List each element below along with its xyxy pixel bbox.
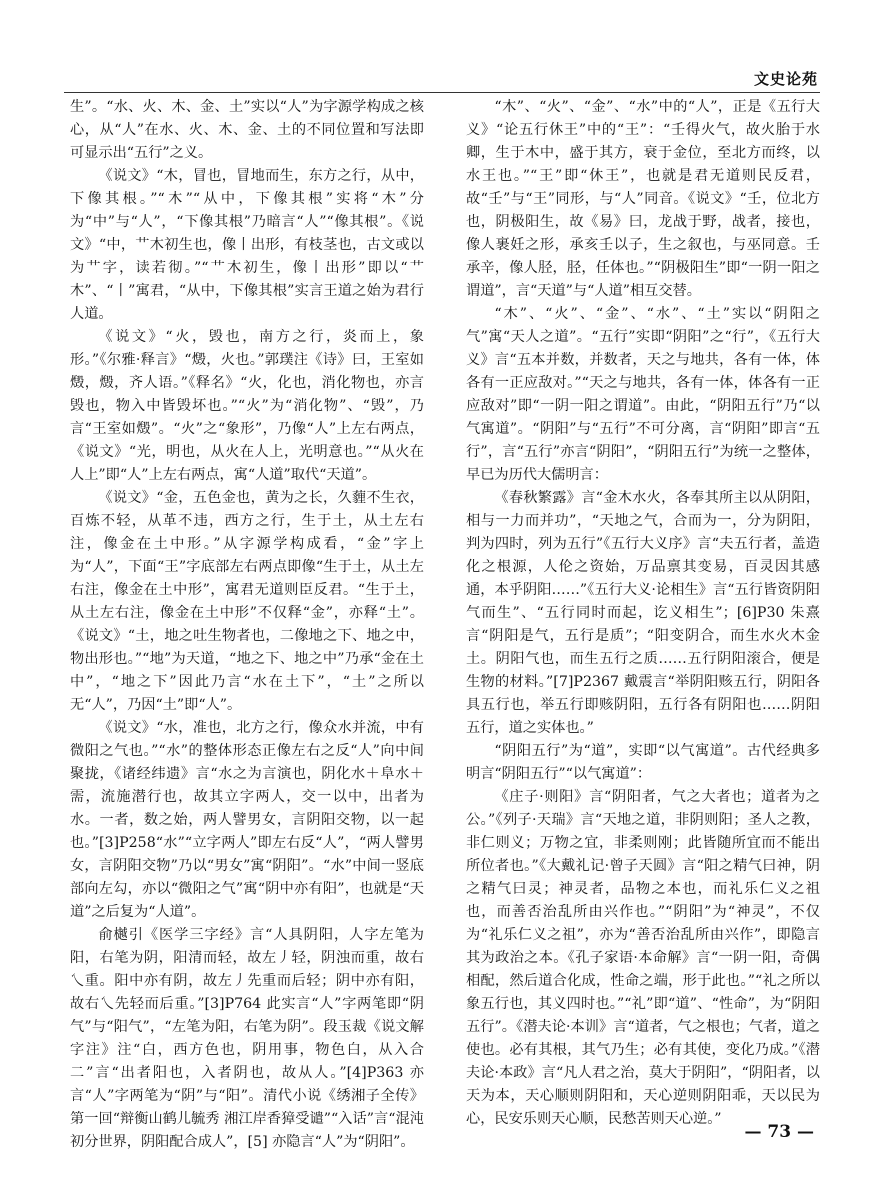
paragraph: 《说文》“水，准也，北方之行，像众水并流，中有微阳之气也。”“水”的整体形态正像左右之反“人”向中间聚拢，《诸经纬遗》言“水之为言演也，阴化水＋阜水＋需，流施潜行也，故其立字两人，交一以中，出者为水。一者，数之始，两人譬男女，言阴阳交物，以一起也。”[3]P258“水”“立字两人”即左右反“人”，“两人譬男女，言阴阳交物”乃以“男女”寓“阴阳”。“水”中间一竖底部向左勾，亦以“微阳之气”寓“阴中亦有阳”，也就是“天道”之后复为“人道”。 (70, 720, 424, 920)
paragraph: 《春秋繁露》言“金木水火，各奉其所主以从阴阳，相与一力而并功”，“天地之气，合而为一，分为阴阳，判为四时，列为五行”《五行大义序》言“夫五行者，盖造化之根源，人伦之资始，万品禀其变易，百灵因其感通，本乎阴阳……”《五行大义·论相生》言“五行皆资阴阳气而生”、“五行同时而起，讫义相生”；[6]P30 朱熹言“阴阳是气，五行是质”；“阳变阴合，而生水火木金土。阴阳气也，而生五行之质……五行阴阳滚合，便是生物的材料。”[7]P2367 戴震言“举阴阳赅五行，阴阳各具五行也，举五行即赅阴阳，五行各有阴阳也……阴阳五行，道之实体也。” (466, 490, 820, 736)
paragraph: 《庄子·则阳》言“阴阳者，气之大者也；道者为之公。”《列子·天瑞》言“天地之道，非阴则阳；圣人之教，非仁则义；万物之宜，非柔则刚；此皆随所宜而不能出所位者也。”《大戴礼记·曾子天圆》言“阳之精气曰神，阴之精气曰灵；神灵者，品物之本也，而礼乐仁义之祖也，而善否治乱所由兴作也。”“阴阳”为“神灵”，不仅为“礼乐仁义之祖”，亦为“善否治乱所由兴作”，即隐言其为政治之本。《孔子家语·本命解》言“一阴一阳，奇偶相配，然后道合化成，性命之端，形于此也。”“礼之所以象五行也，其义四时也。”“礼”即“道”、“性命”，为“阴阳五行”。《潜夫论·本训》言“道者，气之根也；气者，道之使也。必有其根，其气乃生；必有其使，变化乃成。”《潜夫论·本政》言“凡人君之治，莫大于阴阳”，“阴阳者，以天为本，天心顺则阴阳和，天心逆则阴阳乖，天以民为心，民安乐则天心顺，民愁苦则天心逆。” (466, 789, 820, 1127)
right-column (466, 96, 820, 1131)
paragraph: “木”、“火”、“金”、“水”、“土”实以“阴阳之气”寓“天人之道”。“五行”实即“阴阳”之“行”，《五行大义》言“五本并数，并数者，天之与地共，各有一体，体各有一正应敌对。”“天之与地共，各有一体，体各有一正应敌对”即“一阴一阳之谓道”。由此，“阴阳五行”乃“以气寓道”。“阴阳”与“五行”不可分离，言“阴阳”即言“五行”，言“五行”亦言“阴阳”，“阴阳五行”为统一之整体，早已为历代大儒明言： (466, 306, 820, 483)
header-rule (64, 92, 820, 93)
page-number: — 73 — (744, 1122, 814, 1142)
paragraph: 生”。“水、火、木、金、土”实以“人”为字源学构成之核心，从“人”在水、火、木、金、土的不同位置和写法即可显示出“五行”之义。 (70, 99, 424, 161)
running-head-title: 文史论苑 (753, 70, 818, 88)
paragraph: 《说文》“木，冒也，冒地而生，东方之行，从中，下像其根。”“木”“从中，下像其根”实将“木”分为“中”与“人”，“下像其根”乃暗言“人”“像其根”。《说文》“中，艹木初生也，像丨出形，有枝茎也，古文或以为艹字，读若彻。”“艹木初生，像丨出形”即以“艹木”、“丨”寓君，“从中，下像其根”实言王道之始为君行人道。 (70, 168, 424, 322)
paragraph: “木”、“火”、“金”、“水”中的“人”，正是《五行大义》“论五行休王”中的“王”：“壬得火气，故火胎于水卿，生于木中，盛于其方，衰于金位，至北方而终，以水王也。”“王”即“休王”，也就是君无道则民反君，故“壬”与“王”同形，与“人”同音。《说文》“壬，位北方也，阴极阳生，故《易》曰，龙战于野，战者，接也，像人裹妊之形，承亥壬以子，生之叙也，与巫同意。壬承辛，像人胫，胫，任体也。”“阴极阳生”即“一阴一阳之谓道”，言“天道”与“人道”相互交替。 (466, 99, 820, 299)
paragraph: 《说文》“火，毁也，南方之行，炎而上，象形。”《尔雅·释言》“燬，火也。”郭璞注《诗》曰，王室如燬，燬，齐人语。”《释名》“火，化也，消化物也，亦言毁也，物入中皆毁坏也。”“火”为“消化物”、“毁”，乃言“王室如燬”。“火”之“象形”，乃像“人”上左右两点，《说文》“光，明也，从火在人上，光明意也。”“从火在人上”即“人”上左右两点，寓“人道”取代“天道”。 (70, 329, 424, 483)
left-column (70, 96, 424, 1154)
paragraph: 《说文》“金，五色金也，黄为之长，久薶不生衣，百炼不轻，从革不违，西方之行，生于土，从土左右注，像金在土中形。”从字源学构成看，“金”字上为“人”，下面“王”字底部左右两点即像“生于土，从土左右注，像金在土中形”，寓君无道则臣反君。“生于土，从土左右注，像金在土中形”不仅释“金”，亦释“土”。《说文》“土，地之吐生物者也，二像地之下、地之中，物出形也。”“地”为天道，“地之下、地之中”乃承“金在土中”，“地之下”因此乃言“水在土下”，“土”之所以无“人”，乃因“土”即“人”。 (70, 490, 424, 713)
paragraph: “阴阳五行”为“道”，实即“以气寓道”。古代经典多明言“阴阳五行”“以气寓道”： (466, 743, 820, 782)
paragraph: 俞樾引《医学三字经》言“人具阴阳，人字左笔为阳，右笔为阴，阳清而轻，故左丿轻，阴浊而重，故右乀重。阳中亦有阴，故左丿先重而后轻；阴中亦有阳，故右乀先轻而后重。”[3]P764 此实言“人”字两笔即“阴气”与“阳气”，“左笔为阳，右笔为阴”。段玉裁《说文解字注》注“白，西方色也，阴用事，物色白，从入合二”言“出者阳也，入者阴也，故从人。”[4]P363 亦言“人”字两笔为“阴”与“阳”。清代小说《绣湘子全传》第一回“辩衡山鹤儿毓秀 湘江岸香獐受谴”“入话”言“混沌初分世界，阴阳配合成人”，[5] 亦隐言“人”为“阴阳”。 (70, 927, 424, 1150)
